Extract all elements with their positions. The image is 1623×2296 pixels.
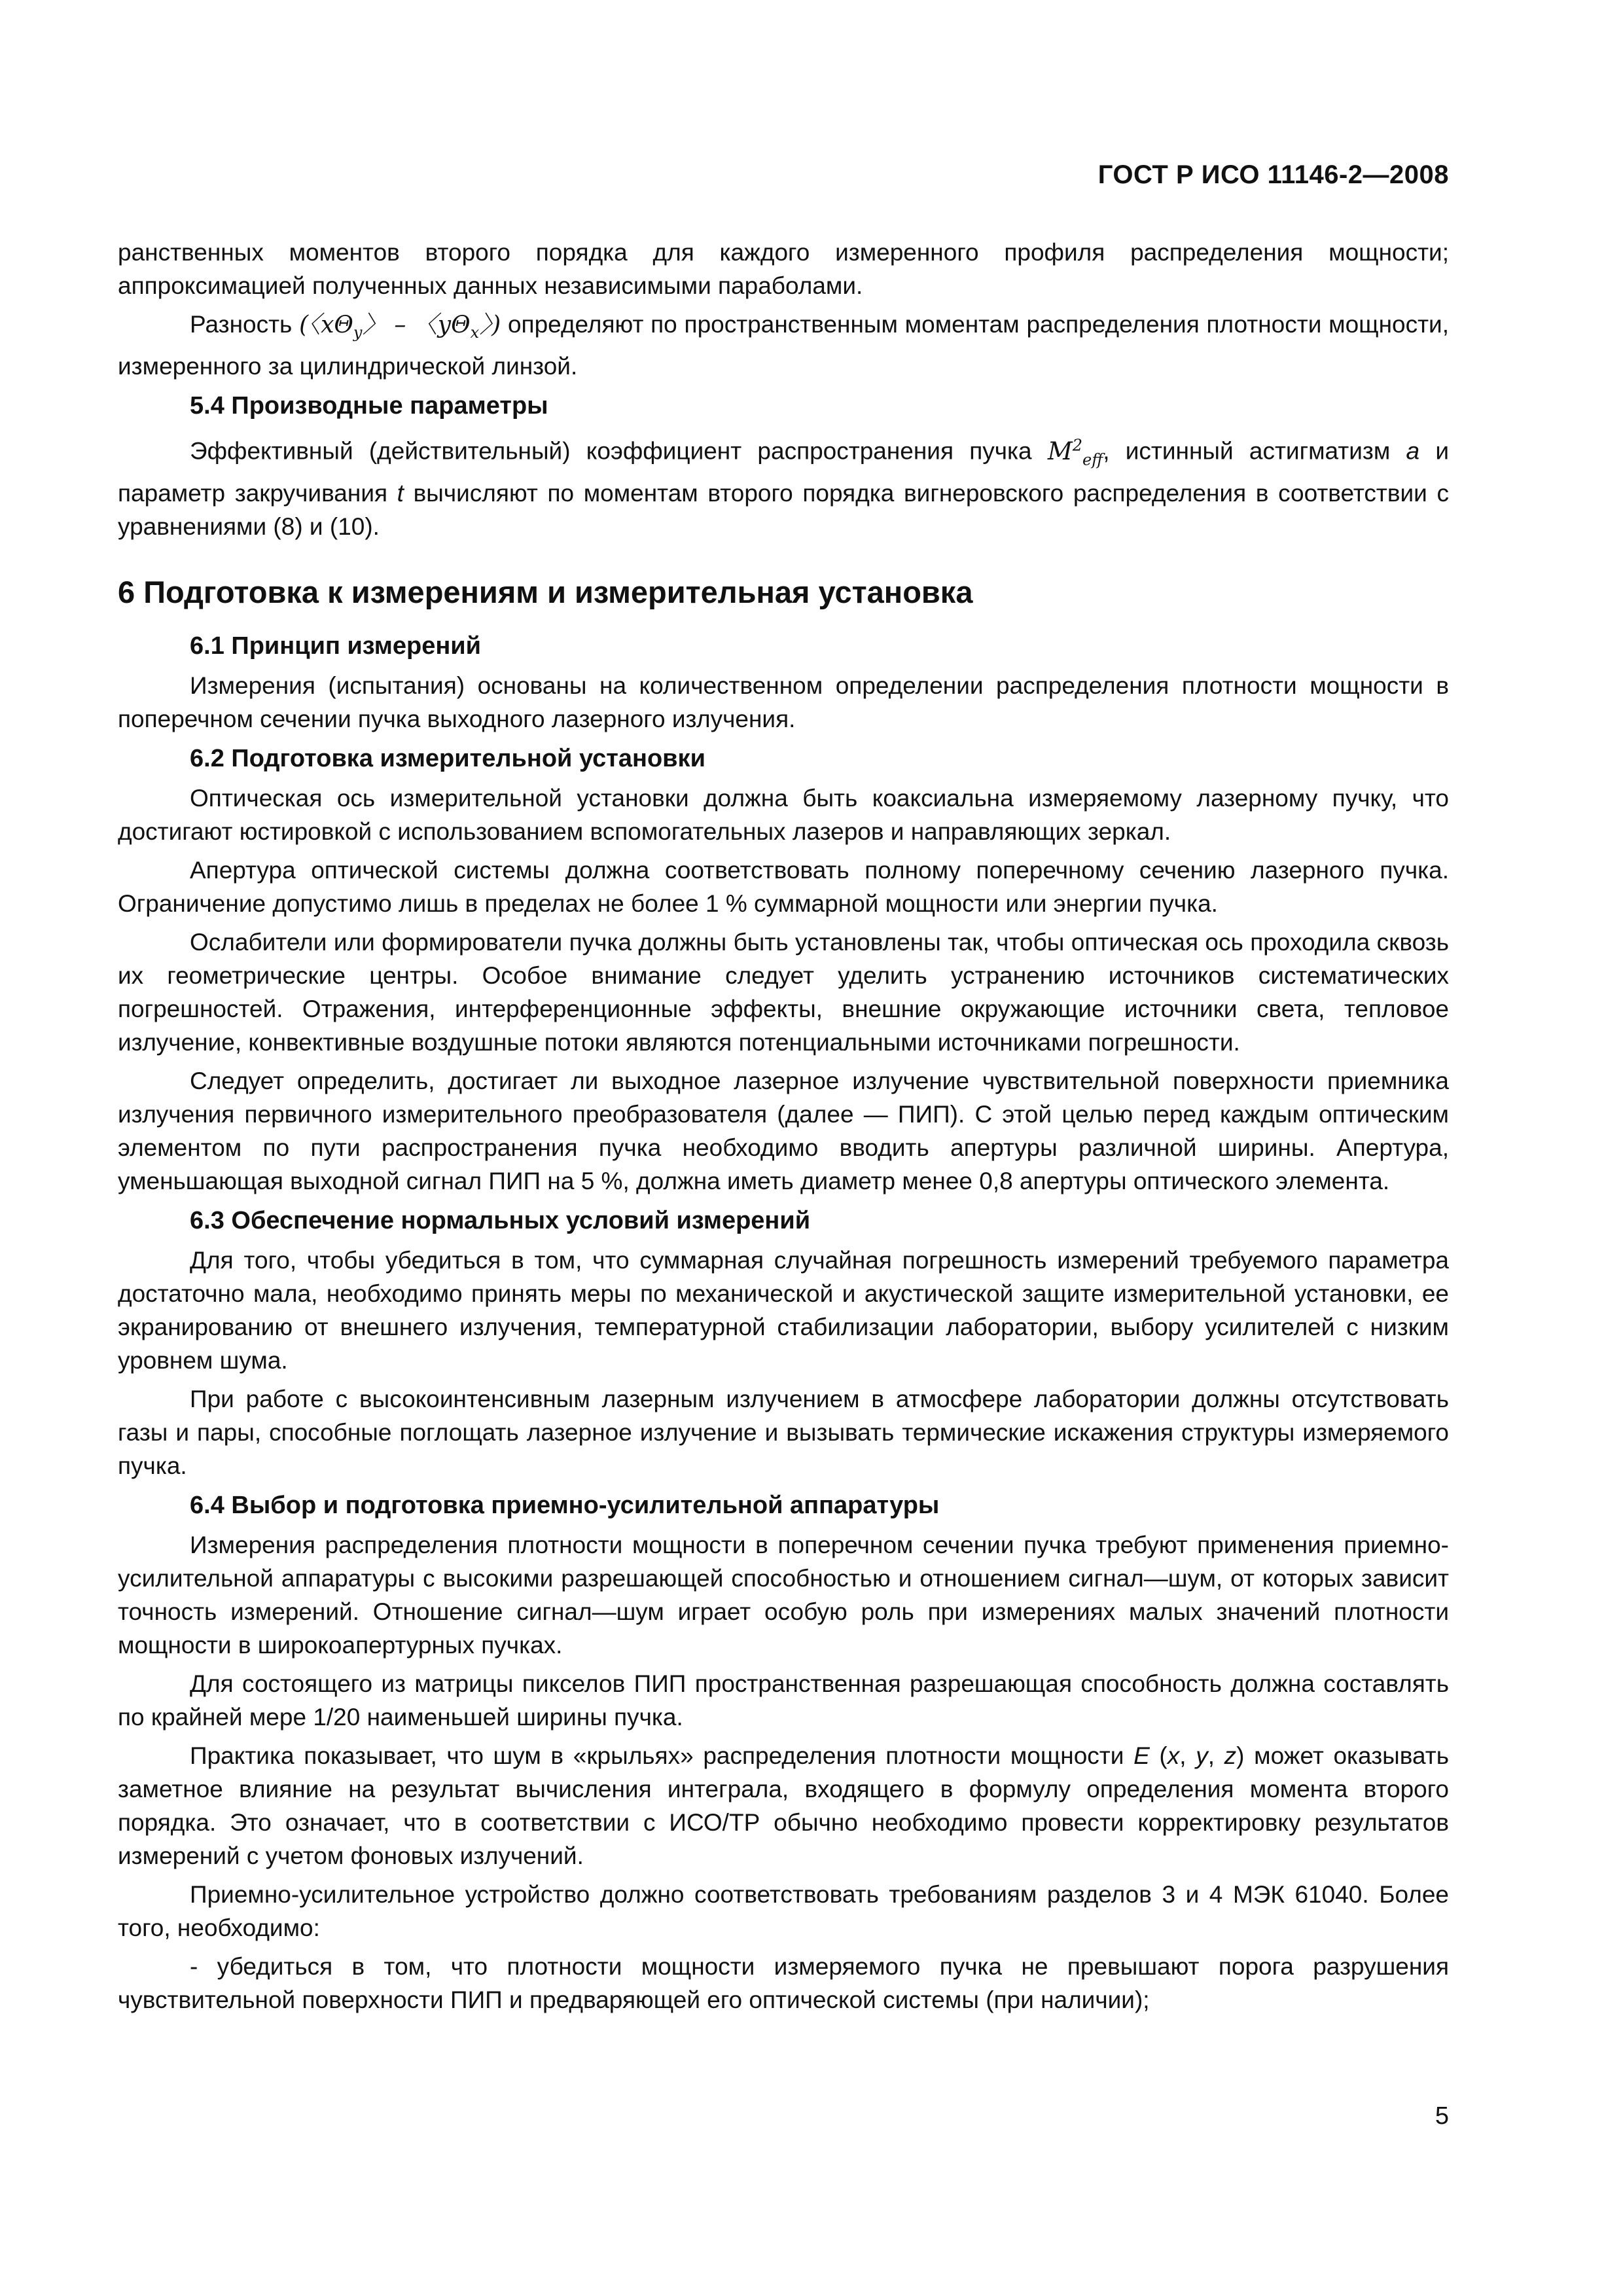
section-6-4-title: 6.4 Выбор и подготовка приемно-усилительной аппаратуры	[190, 1491, 940, 1519]
section-6-2-paragraph-3: Ослабители или формирователи пучка должны быть установлены так, чтобы оптическая ось проходила сквозь их геометрические центры. Особое внимание следует уделить устранению источников систематических погрешностей. Отражения, интерференционные эффекты, внешние окружающие источники света, тепловое излучение, конвективные воздушные потоки являются потенциальными источниками погрешности.	[118, 928, 1449, 1056]
section-5-4-title: 5.4 Производные параметры	[190, 392, 548, 420]
section-6-2-title: 6.2 Подготовка измерительной установки	[190, 744, 705, 772]
section-6-1-title: 6.1 Принцип измерений	[190, 632, 482, 660]
document-body	[118, 236, 1449, 2022]
page-number: 5	[1435, 2102, 1449, 2130]
section-6-3-title: 6.3 Обеспечение нормальных условий измерений	[190, 1206, 811, 1234]
section-6-2-paragraph-4: Следует определить, достигает ли выходное лазерное излучение чувствительной поверхности приемника излучения первичного измерительного преобразователя (далее — ПИП). С этой целью перед каждым оптическим элементом по пути распространения пучка необходимо вводить апертуры различной ширины. Апертура, уменьшающая выходной сигнал ПИП на 5 %, должна иметь диаметр менее 0,8 апертуры оптического элемента.	[118, 1067, 1449, 1194]
section-6-title: 6 Подготовка к измерениям и измерительная установка	[118, 574, 973, 609]
e-args: x	[1167, 1742, 1180, 1769]
section-5-4-paragraph: Эффективный (действительный) коэффициент распространения пучка $M^2_{eff}$, истинный астигматизм a и параметр закручивания t вычисляют по моментам второго порядка вигнеровского распределения в соответствии с уравнениями (8) и (10).	[118, 436, 1450, 540]
section-6-3-paragraph-1: Для того, чтобы убедиться в том, что суммарная случайная погрешность измерений требуемого параметра достаточно мала, необходимо принять меры по механической и акустической защите измерительной установки, ее экранированию от внешнего излучения, температурной стабилизации лаборатории, выбору усилителей с низким уровнем шума.	[118, 1246, 1449, 1374]
section-6-4-paragraph-4: Приемно-усилительное устройство должно соответствовать требованиям разделов 3 и 4 МЭК 61040. Более того, необходимо:	[118, 1880, 1449, 1941]
section-6-2-paragraph-2: Апертура оптической системы должна соответствовать полному поперечному сечению лазерного пучка. Ограничение допустимо лишь в пределах не более 1 % суммарной мощности или энергии пучка.	[118, 856, 1449, 917]
moment-difference-formula: (〈$x\Theta_y$〉 – 〈$y\Theta_x$〉)	[299, 312, 501, 342]
section-6-3-paragraph-2: При работе с высокоинтенсивным лазерным излучением в атмосфере лаборатории должны отсутствовать газы и пары, способные поглощать лазерное излучение и вызывать термические искажения структуры измеряемого пучка.	[118, 1385, 1449, 1479]
section-6-4-paragraph-2: Для состоящего из матрицы пикселов ПИП пространственная разрешающая способность должна составлять по крайней мере 1/20 наименьшей ширины пучка.	[118, 1670, 1449, 1731]
m-eff-symbol: $M^2_{eff}$	[1047, 436, 1103, 469]
section-6-4-paragraph-1: Измерения распределения плотности мощности в поперечном сечении пучка требуют применения приемно-усилительной аппаратуры с высокими разрешающей способностью и отношением сигнал—шум, от которых зависит точность измерений. Отношение сигнал—шум играет особую роль при измерениях малых значений плотности мощности в широкоапертурных пучках.	[118, 1531, 1449, 1659]
section-6-4-paragraph-3: Практика показывает, что шум в «крыльях» распределения плотности мощности E (x, y, z) может оказывать заметное влияние на результат вычисления интеграла, входящего в формулу определения момента второго порядка. Это означает, что в соответствии с ИСО/ТР обычно необходимо провести корректировку результатов измерений с учетом фоновых излучений.	[118, 1742, 1450, 1869]
document-page	[118, 0, 1449, 2296]
paragraph-continuation: ранственных моментов второго порядка для каждого измеренного профиля распределения мощности; аппроксимацией полученных данных независимыми параболами.	[118, 239, 1449, 299]
paragraph-difference: Разность (〈$x\Theta_y$〉 – 〈$y\Theta_x$〉) определяют по пространственным моментам распределения плотности мощности, измеренного за цилиндрической линзой.	[118, 311, 1449, 380]
section-6-4-paragraph-5: - убедиться в том, что плотности мощности измеряемого пучка не превышают порога разрушения чувствительной поверхности ПИП и предваряющей его оптической системы (при наличии);	[118, 1952, 1449, 2013]
section-6-2-paragraph-1: Оптическая ось измерительной установки должна быть коаксиальна измеряемому лазерному пучку, что достигают юстировкой с использованием вспомогательных лазеров и направляющих зеркал.	[118, 784, 1449, 845]
section-6-1-paragraph: Измерения (испытания) основаны на количественном определении распределения плотности мощности в поперечном сечении пучка выходного лазерного излучения.	[118, 672, 1449, 732]
document-id-header: ГОСТ Р ИСО 11146-2—2008	[1097, 160, 1449, 189]
